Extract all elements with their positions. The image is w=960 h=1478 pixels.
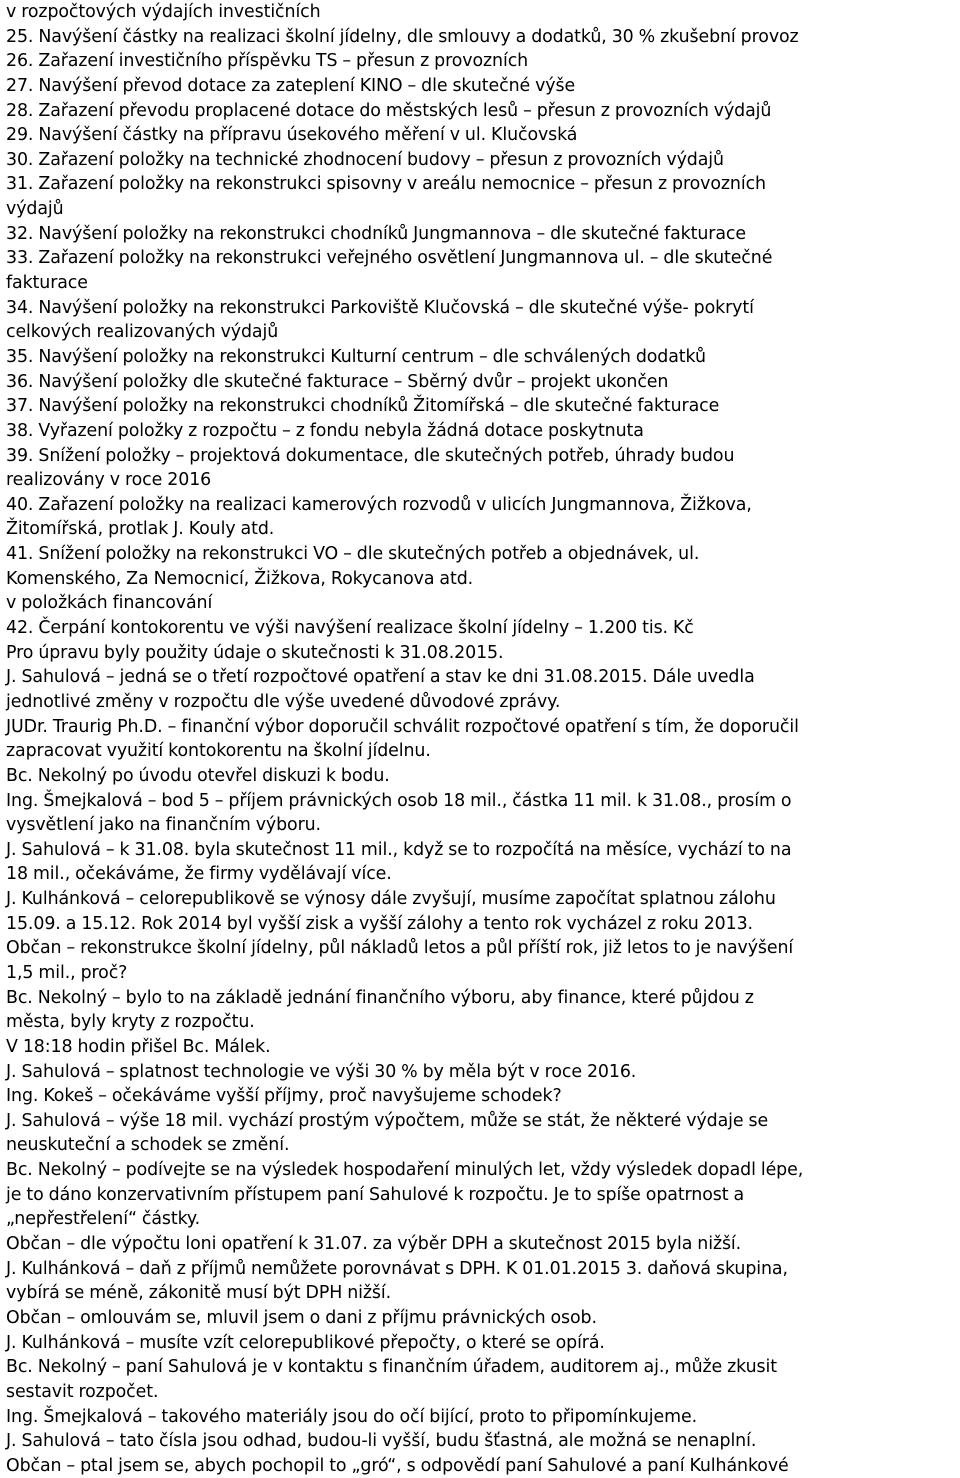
text-line: J. Kulhánková – celorepublikově se výnosy dále zvyšují, musíme započítat splatnou zálohu xyxy=(6,889,776,910)
text-line: 25. Navýšení částky na realizaci školní jídelny, dle smlouvy a dodatků, 30 % zkušební provoz xyxy=(6,26,799,47)
text-line: 32. Navýšení položky na rekonstrukci chodníků Jungmannova – dle skutečné fakturace xyxy=(6,223,746,244)
text-line: 30. Zařazení položky na technické zhodnocení budovy – přesun z provozních výdajů xyxy=(6,149,724,170)
text-line: 31. Zařazení položky na rekonstrukci spisovny v areálu nemocnice – přesun z provozních xyxy=(6,174,766,195)
text-line: 18 mil., očekáváme, že firmy vydělávají více. xyxy=(6,864,392,885)
text-line: 28. Zařazení převodu proplacené dotace do městských lesů – přesun z provozních výdajů xyxy=(6,100,772,121)
text-line: Ing. Šmejkalová – takového materiály jsou do očí bijící, proto to připomínkujeme. xyxy=(6,1406,698,1427)
text-line: Bc. Nekolný – bylo to na základě jednání finančního výboru, aby finance, které půjdou z xyxy=(6,987,754,1008)
text-line: J. Sahulová – splatnost technologie ve výši 30 % by měla být v roce 2016. xyxy=(6,1061,637,1082)
text-line: 26. Zařazení investičního příspěvku TS – přesun z provozních xyxy=(6,51,529,72)
text-line: V 18:18 hodin přišel Bc. Málek. xyxy=(6,1036,271,1057)
text-line: Občan – omlouvám se, mluvil jsem o dani z příjmu právnických osob. xyxy=(6,1307,597,1328)
text-line: J. Sahulová – k 31.08. byla skutečnost 11 mil., když se to rozpočítá na měsíce, vychází to na xyxy=(6,839,792,860)
text-line: fakturace xyxy=(6,273,88,294)
text-line: J. Sahulová – tato čísla jsou odhad, budou-li vyšší, budu šťastná, ale možná se nenaplní. xyxy=(6,1431,757,1452)
text-line: Ing. Kokeš – očekáváme vyšší příjmy, proč navyšujeme schodek? xyxy=(6,1086,562,1107)
text-line: 33. Zařazení položky na rekonstrukci veřejného osvětlení Jungmannova ul. – dle skutečné xyxy=(6,248,773,269)
text-line: 39. Snížení položky – projektová dokumentace, dle skutečných potřeb, úhrady budou xyxy=(6,445,735,466)
text-line: 42. Čerpání kontokorentu ve výši navýšení realizace školní jídelny – 1.200 tis. Kč xyxy=(6,618,694,639)
text-line: vybírá se méně, zákonitě musí být DPH nižší. xyxy=(6,1283,392,1304)
text-line: Žitomířská, protlak J. Kouly atd. xyxy=(6,519,275,540)
text-line: Ing. Šmejkalová – bod 5 – příjem právnických osob 18 mil., částka 11 mil. k 31.08., prosím o xyxy=(6,790,792,811)
text-line: 15.09. a 15.12. Rok 2014 byl vyšší zisk a vyšší zálohy a tento rok vycházel z roku 2013. xyxy=(6,913,753,934)
text-line: v položkách financování xyxy=(6,593,213,614)
text-line: výdajů xyxy=(6,199,64,220)
text-line: sestavit rozpočet. xyxy=(6,1381,159,1402)
text-line: 41. Snížení položky na rekonstrukci VO – dle skutečných potřeb a objednávek, ul. xyxy=(6,544,700,565)
text-line: 37. Navýšení položky na rekonstrukci chodníků Žitomířská – dle skutečné fakturace xyxy=(6,396,720,417)
text-line: J. Kulhánková – daň z příjmů nemůžete porovnávat s DPH. K 01.01.2015 3. daňová skupina, xyxy=(6,1258,788,1279)
text-line: Občan – rekonstrukce školní jídelny, půl nákladů letos a půl příští rok, již letos to je navýšení xyxy=(6,938,794,959)
text-line: Pro úpravu byly použity údaje o skutečnosti k 31.08.2015. xyxy=(6,642,504,663)
text-line: neuskuteční a schodek se změní. xyxy=(6,1135,290,1156)
text-line: celkových realizovaných výdajů xyxy=(6,322,279,343)
text-line: 34. Navýšení položky na rekonstrukci Parkoviště Klučovská – dle skutečné výše- pokrytí xyxy=(6,297,754,318)
text-line: realizovány v roce 2016 xyxy=(6,470,212,491)
text-line: 35. Navýšení položky na rekonstrukci Kulturní centrum – dle schválených dodatků xyxy=(6,346,706,367)
text-line: 36. Navýšení položky dle skutečné fakturace – Sběrný dvůr – projekt ukončen xyxy=(6,371,669,392)
text-line: Bc. Nekolný – paní Sahulová je v kontaktu s finančním úřadem, auditorem aj., může zkusit xyxy=(6,1357,777,1378)
text-line: zapracovat využití kontokorentu na školní jídelnu. xyxy=(6,741,431,762)
text-line: J. Kulhánková – musíte vzít celorepublikové přepočty, o které se opírá. xyxy=(6,1332,605,1353)
text-line: 38. Vyřazení položky z rozpočtu – z fondu nebyla žádná dotace poskytnuta xyxy=(6,420,644,441)
text-line: 27. Navýšení převod dotace za zateplení KINO – dle skutečné výše xyxy=(6,75,576,96)
text-line: JUDr. Traurig Ph.D. – finanční výbor doporučil schválit rozpočtové opatření s tím, že doporučil xyxy=(6,716,799,737)
text-line: jednotlivé změny v rozpočtu dle výše uvedené důvodové zprávy. xyxy=(6,691,561,712)
text-line: Bc. Nekolný po úvodu otevřel diskuzi k bodu. xyxy=(6,765,390,786)
text-line: Komenského, Za Nemocnicí, Žižkova, Rokycanova atd. xyxy=(6,568,474,589)
text-line: „nepřestřelení“ částky. xyxy=(6,1209,201,1230)
text-line: vysvětlení jako na finančním výboru. xyxy=(6,815,321,836)
text-line: Bc. Nekolný – podívejte se na výsledek hospodaření minulých let, vždy výsledek dopadl lépe, xyxy=(6,1160,804,1181)
text-line: J. Sahulová – jedná se o třetí rozpočtové opatření a stav ke dni 31.08.2015. Dále uvedla xyxy=(6,667,755,688)
text-line: Občan – ptal jsem se, abych pochopil to „gró“, s odpovědí paní Sahulové a paní Kulhánkové xyxy=(6,1455,789,1476)
text-line: v rozpočtových výdajích investičních xyxy=(6,2,321,22)
text-line: je to dáno konzervativním přístupem paní Sahulové k rozpočtu. Je to spíše opatrnost a xyxy=(6,1184,745,1205)
text-line: 1,5 mil., proč? xyxy=(6,962,128,983)
text-line: Občan – dle výpočtu loni opatření k 31.07. za výběr DPH a skutečnost 2015 byla nižší. xyxy=(6,1234,742,1255)
text-line: 40. Zařazení položky na realizaci kamerových rozvodů v ulicích Jungmannova, Žižkova, xyxy=(6,494,752,515)
text-line: města, byly kryty z rozpočtu. xyxy=(6,1012,255,1033)
text-line: 29. Navýšení částky na přípravu úsekového měření v ul. Klučovská xyxy=(6,125,578,146)
text-line: J. Sahulová – výše 18 mil. vychází prostým výpočtem, může se stát, že některé výdaje se xyxy=(6,1110,769,1131)
